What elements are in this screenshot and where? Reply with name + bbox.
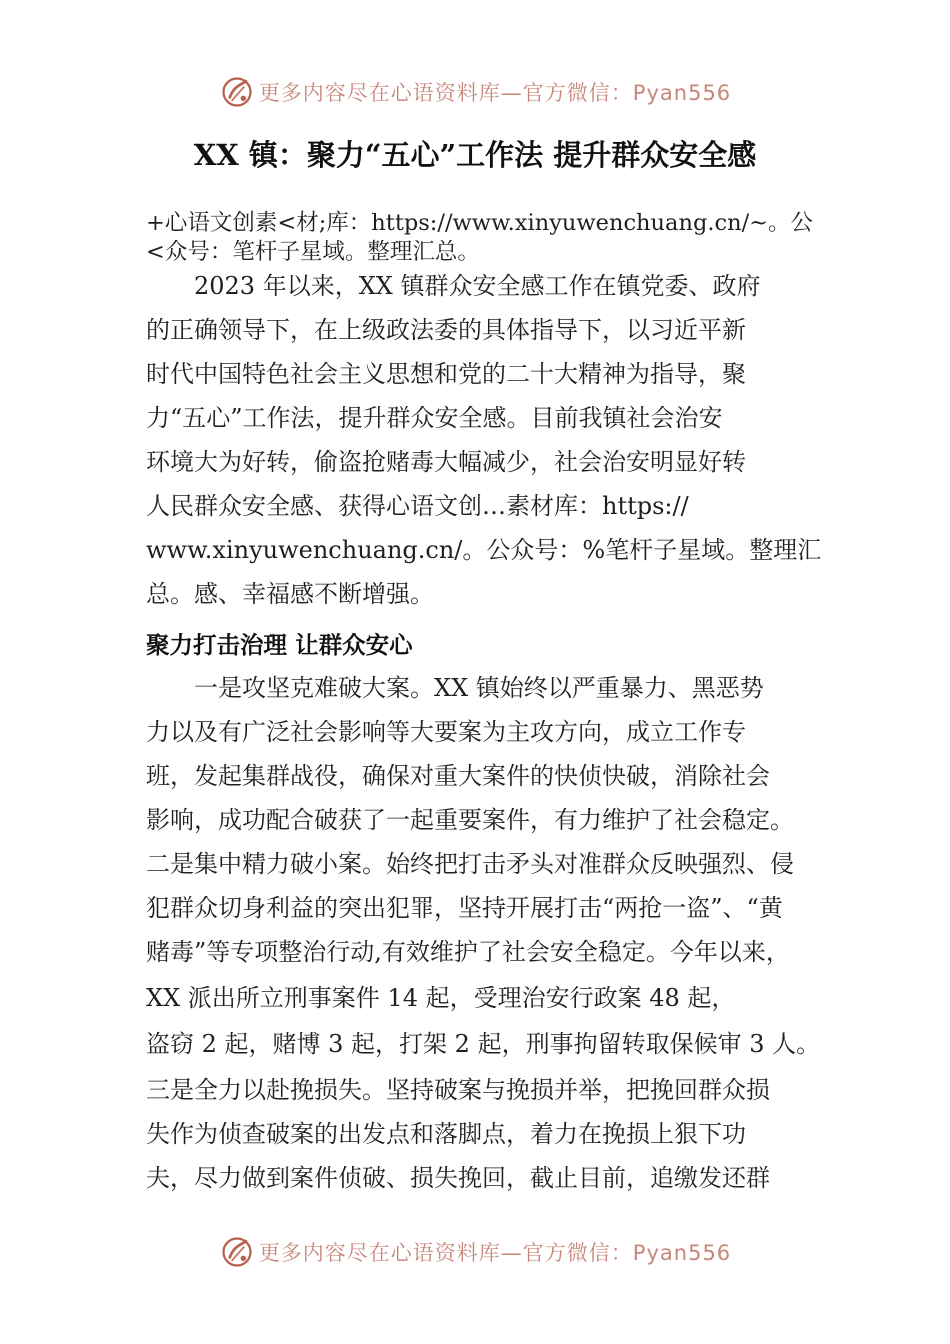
paragraph-line: 人民群众安全感、获得心语文创…素材库：https://	[146, 492, 689, 520]
paragraph-line: 力“五心”工作法，提升群众安全感。目前我镇社会治安	[146, 404, 723, 432]
banner-text: 更多内容尽在心语资料库—官方微信：Pyan556	[258, 81, 732, 105]
paragraph-line: 犯群众切身利益的突出犯罪，坚持开展打击“两抢一盗”、“黄	[146, 894, 783, 922]
paragraph-line: XX 派出所立刑事案件 14 起，受理治安行政案 48 起，	[146, 984, 736, 1012]
source-line: +心语文创素<材;库：https://www.xinyuwenchuang.cn/~。公	[146, 210, 814, 236]
paragraph-line: 力以及有广泛社会影响等大要案为主攻方向，成立工作专	[146, 718, 746, 746]
document-title: XX 镇：聚力“五心”工作法 提升群众安全感	[193, 138, 757, 172]
paragraph-line: 赌毒”等专项整治行动,有效维护了社会安全稳定。今年以来，	[146, 938, 790, 966]
paragraph-line: 夫，尽力做到案件侦破、损失挽回，截止目前，追缴发还群	[146, 1164, 770, 1192]
paragraph-line: 影响，成功配合破获了一起重要案件，有力维护了社会稳定。	[146, 806, 794, 834]
paragraph-line: 班，发起集群战役，确保对重大案件的快侦快破，消除社会	[146, 762, 770, 790]
source-line: <众号：笔杆子星域。整理汇总。	[146, 239, 480, 265]
paragraph-line: 的正确领导下，在上级政法委的具体指导下，以习近平新	[146, 316, 746, 344]
logo-icon	[219, 1234, 255, 1270]
section-heading: 聚力打击治理 让群众安心	[146, 631, 413, 659]
paragraph-line: 时代中国特色社会主义思想和党的二十大精神为指导，聚	[146, 360, 746, 388]
paragraph-line: 环境大为好转，偷盗抢赌毒大幅减少，社会治安明显好转	[146, 448, 746, 476]
paragraph-line: 失作为侦查破案的出发点和落脚点，着力在挽损上狠下功	[146, 1120, 746, 1148]
paragraph-line: 总。感、幸福感不断增强。	[146, 580, 434, 608]
paragraph-line: 一是攻坚克难破大案。XX 镇始终以严重暴力、黑恶势	[146, 674, 764, 702]
paragraph-line: www.xinyuwenchuang.cn/。公众号：%笔杆子星域。整理汇	[146, 536, 822, 564]
paragraph-line: 2023 年以来，XX 镇群众安全感工作在镇党委、政府	[146, 272, 761, 300]
watermark-banner-bottom	[0, 1230, 950, 1274]
paragraph-line: 盗窃 2 起，赌博 3 起，打架 2 起，刑事拘留转取保候审 3 人。	[146, 1030, 821, 1058]
banner-text: 更多内容尽在心语资料库—官方微信：Pyan556	[258, 1241, 732, 1265]
paragraph-line: 三是全力以赴挽损失。坚持破案与挽损并举，把挽回群众损	[146, 1076, 770, 1104]
paragraph-line: 二是集中精力破小案。始终把打击矛头对准群众反映强烈、侵	[146, 850, 794, 878]
